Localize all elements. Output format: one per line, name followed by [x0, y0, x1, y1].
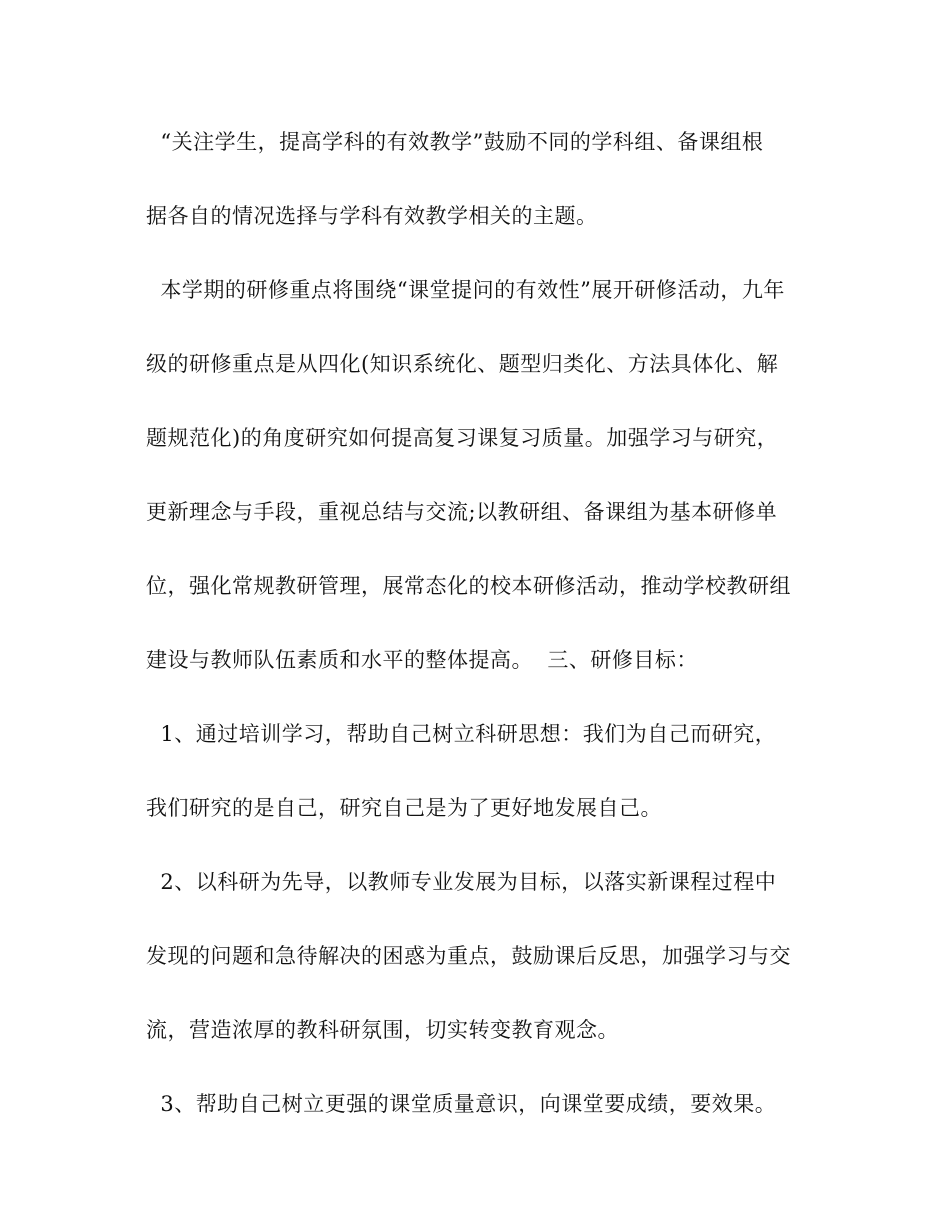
- text-line: 更新理念与手段，重视总结与交流;以教研组、备课组为基本研修单: [146, 500, 778, 524]
- text-line: 本学期的研修重点将围绕“课堂提问的有效性”展开研修活动，九年: [146, 278, 785, 302]
- text-line: 我们研究的是自己，研究自己是为了更好地发展自己。: [146, 796, 662, 820]
- text-line: 级的研修重点是从四化(知识系统化、题型归类化、方法具体化、解: [146, 352, 779, 376]
- text-line: 2、以科研为先导，以教师专业发展为目标，以落实新课程过程中: [146, 870, 777, 894]
- text-line: 流，营造浓厚的教科研氛围，切实转变教育观念。: [146, 1018, 619, 1042]
- text-line: 1、通过培训学习，帮助自己树立科研思想：我们为自己而研究，: [146, 722, 777, 746]
- text-line: 题规范化)的角度研究如何提高复习课复习质量。加强学习与研究，: [146, 426, 779, 450]
- text-line: 位，强化常规教研管理，展常态化的校本研修活动，推动学校教研组: [146, 574, 791, 598]
- text-line: 发现的问题和急待解决的困惑为重点，鼓励课后反思，加强学习与交: [146, 944, 791, 968]
- text-line: 建设与教师队伍素质和水平的整体提高。 三、研修目标：: [146, 648, 698, 672]
- text-line: “关注学生，提高学科的有效教学”鼓励不同的学科组、备课组根: [146, 130, 764, 154]
- text-line: 3、帮助自己树立更强的课堂质量意识，向课堂要成绩，要效果。: [146, 1092, 777, 1116]
- text-line: 据各自的情况选择与学科有效教学相关的主题。: [146, 204, 598, 228]
